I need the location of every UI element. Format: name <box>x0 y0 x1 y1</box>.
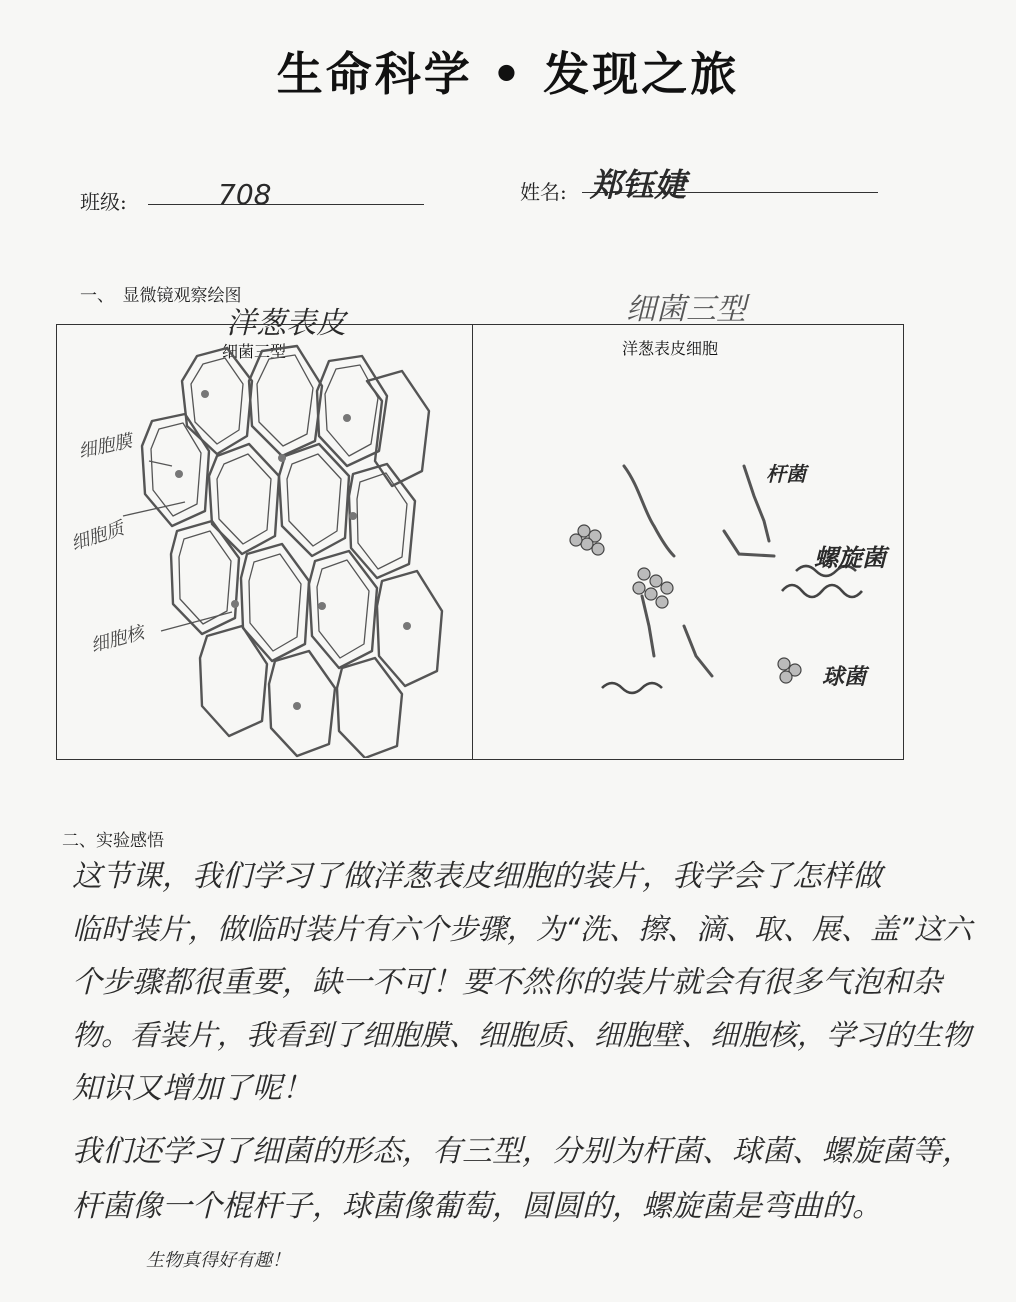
essay-line: 知识又增加了呢！ <box>72 1071 312 1106</box>
name-label: 姓名: <box>520 180 567 204</box>
essay-line: 这节课，我们学习了做洋葱表皮细胞的装片，我学会了怎样做 <box>72 859 882 894</box>
section2-heading: 二、实验感悟 <box>62 831 164 851</box>
section1-heading: 一、 显微镜观察绘图 <box>80 286 242 306</box>
onion-cell <box>367 371 429 486</box>
onion-cell <box>249 346 322 456</box>
cell-nucleus <box>318 602 326 610</box>
annotation-cytoplasm: 细胞质 <box>68 518 127 555</box>
coccus <box>778 658 790 670</box>
essay-line: 临时装片，做临时装片有六个步骤，为“洗、擦、滴、取、展、盖”这六 <box>72 912 973 946</box>
essay-line: 个步骤都很重要，缺一不可！要不然你的装片就会有很多气泡和杂 <box>72 965 942 1000</box>
page-title: 生命科学 • 发现之旅 <box>276 47 740 101</box>
cell-nucleus <box>403 622 411 630</box>
annotation-coccus: 球菌 <box>822 665 867 690</box>
left-panel-printed-label: 细菌三型 <box>222 342 287 361</box>
coccus <box>592 543 604 555</box>
left-panel-handwritten-title: 洋葱表皮 <box>226 306 346 341</box>
annotation-bacillus: 杆菌 <box>766 462 806 486</box>
cell-nucleus <box>343 414 351 422</box>
class-value: 708 <box>218 178 272 211</box>
onion-cell <box>279 444 349 556</box>
onion-cell <box>269 651 335 756</box>
annotation-cell-membrane: 细胞膜 <box>76 430 134 463</box>
coccus <box>650 575 662 587</box>
onion-cell <box>349 464 415 578</box>
annotation-nucleus: 细胞核 <box>88 622 147 657</box>
spirillum <box>602 683 662 693</box>
right-panel-printed-label: 洋葱表皮细胞 <box>622 339 719 358</box>
bacillus-chain <box>684 626 712 676</box>
onion-cell <box>171 521 239 634</box>
cell-nucleus <box>349 512 357 520</box>
spirillum <box>782 585 862 597</box>
onion-cell <box>309 551 377 668</box>
coccus <box>661 582 673 594</box>
cell-nucleus <box>201 390 209 398</box>
essay-line: 杆菌像一个棍杆子，球菌像葡萄，圆圆的，螺旋菌是弯曲的。 <box>72 1189 882 1224</box>
right-panel-handwritten-title: 细菌三型 <box>626 292 746 327</box>
coccus <box>638 568 650 580</box>
coccus <box>581 538 593 550</box>
cell-nucleus <box>278 454 286 462</box>
cell-nucleus <box>175 470 183 478</box>
onion-cell <box>241 544 309 661</box>
essay-line: 我们还学习了细菌的形态，有三型，分别为杆菌、球菌、螺旋菌等， <box>72 1134 972 1169</box>
coccus <box>780 671 792 683</box>
coccus <box>645 588 657 600</box>
bacillus-chain <box>624 466 674 556</box>
class-underline <box>148 204 424 205</box>
class-label: 班级: <box>80 190 127 214</box>
panel-divider <box>472 324 473 760</box>
onion-cell <box>209 444 279 554</box>
name-value: 郑钰婕 <box>590 166 687 204</box>
annotation-spirillum: 螺旋菌 <box>814 544 886 572</box>
onion-cells-drawing <box>57 326 471 758</box>
essay-line: 生物真得好有趣！ <box>146 1250 290 1271</box>
annotation-pointer <box>149 461 172 466</box>
coccus <box>656 596 668 608</box>
coccus <box>633 582 645 594</box>
cell-nucleus <box>231 600 239 608</box>
coccus <box>570 534 582 546</box>
bacillus-chain <box>642 596 654 656</box>
essay-line: 物。看装片，我看到了细胞膜、细胞质、细胞壁、细胞核，学习的生物 <box>72 1018 972 1052</box>
cell-nucleus <box>293 702 301 710</box>
